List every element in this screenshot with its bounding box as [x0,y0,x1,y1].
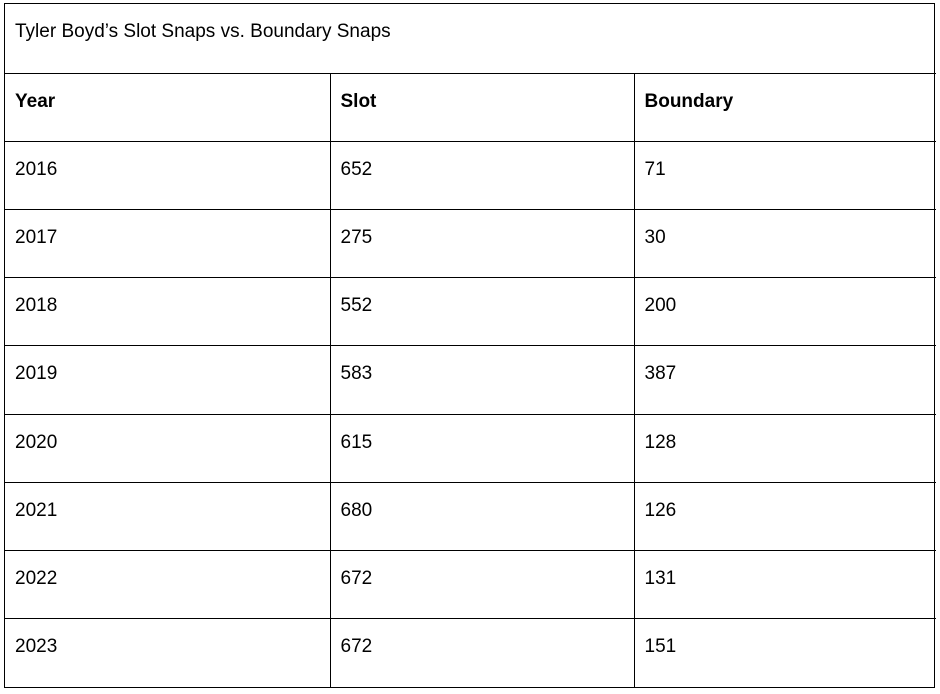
cell-slot: 672 [330,551,634,619]
header-boundary: Boundary [634,73,936,141]
table-row [5,346,936,414]
cell-year: 2017 [5,210,330,278]
cell-boundary: 30 [634,210,936,278]
cell-boundary: 71 [634,141,936,209]
table-row [5,141,936,209]
cell-boundary: 128 [634,414,936,482]
cell-slot: 583 [330,346,634,414]
cell-slot: 652 [330,141,634,209]
table-row [5,482,936,550]
cell-slot: 615 [330,414,634,482]
cell-boundary: 200 [634,278,936,346]
table-row [5,551,936,619]
cell-year: 2022 [5,551,330,619]
table-row [5,210,936,278]
cell-boundary: 126 [634,482,936,550]
table-row [5,414,936,482]
snaps-table [5,4,936,687]
cell-year: 2018 [5,278,330,346]
cell-slot: 680 [330,482,634,550]
cell-year: 2016 [5,141,330,209]
cell-year: 2019 [5,346,330,414]
cell-boundary: 151 [634,619,936,687]
table-row [5,619,936,687]
cell-year: 2020 [5,414,330,482]
cell-year: 2021 [5,482,330,550]
cell-slot: 672 [330,619,634,687]
table-header-row [5,73,936,141]
cell-boundary: 387 [634,346,936,414]
table-row [5,278,936,346]
cell-slot: 552 [330,278,634,346]
header-slot: Slot [330,73,634,141]
table-title: Tyler Boyd’s Slot Snaps vs. Boundary Snaps [5,4,936,73]
header-year: Year [5,73,330,141]
table-caption-row [5,4,936,73]
cell-slot: 275 [330,210,634,278]
cell-year: 2023 [5,619,330,687]
snaps-table-container [4,3,935,688]
cell-boundary: 131 [634,551,936,619]
